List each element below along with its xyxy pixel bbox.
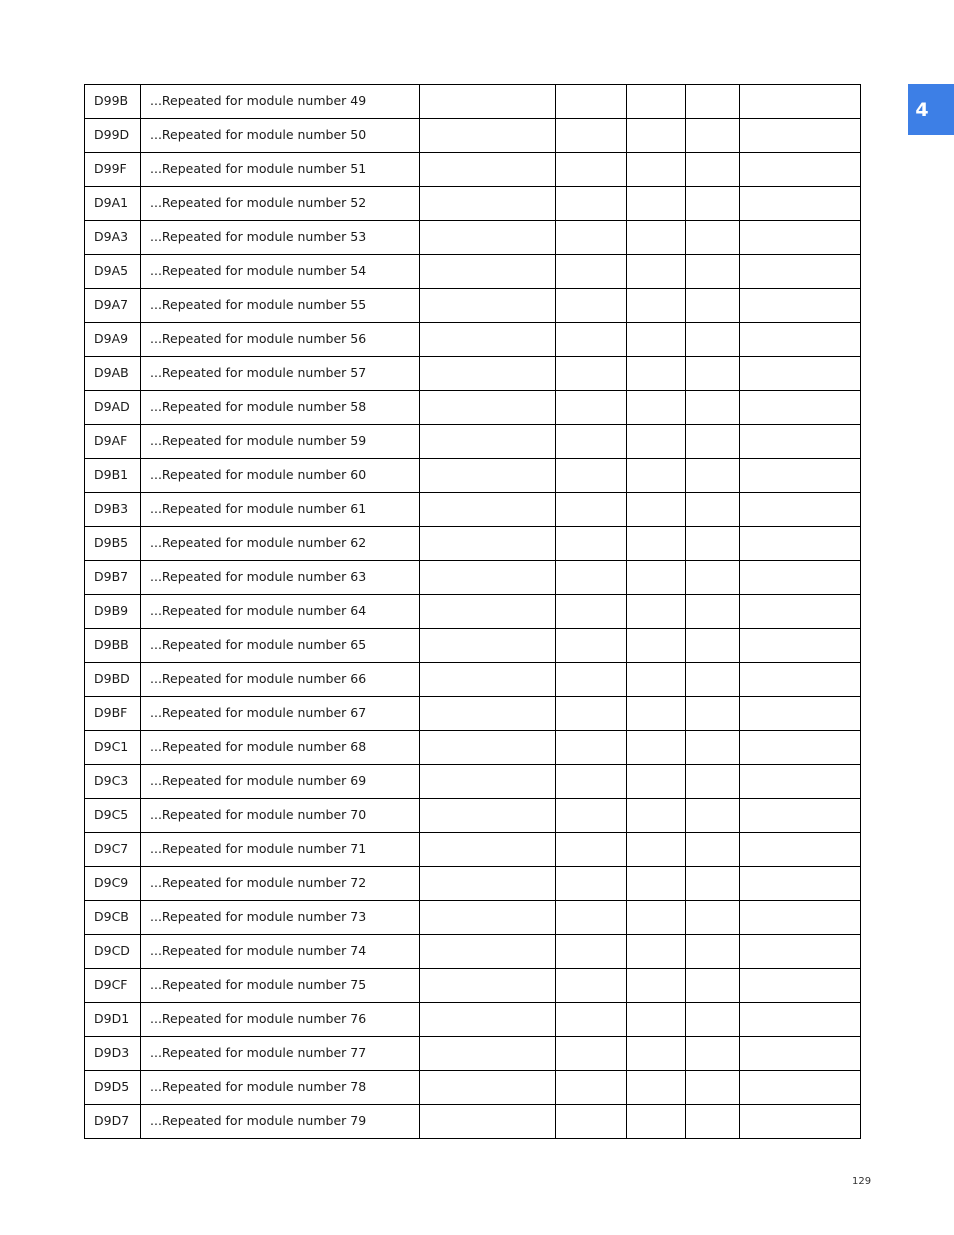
empty-cell (556, 595, 627, 629)
table-row (85, 187, 861, 221)
table-row (85, 765, 861, 799)
empty-cell (740, 799, 861, 833)
table-row (85, 1105, 861, 1139)
description-cell: ...Repeated for module number 56 (141, 323, 420, 357)
empty-cell (686, 1105, 740, 1139)
empty-cell (627, 357, 686, 391)
address-cell: D9D3 (85, 1037, 141, 1071)
empty-cell (686, 1037, 740, 1071)
empty-cell (420, 153, 556, 187)
table-row (85, 323, 861, 357)
empty-cell (420, 289, 556, 323)
address-cell: D99F (85, 153, 141, 187)
empty-cell (420, 1071, 556, 1105)
empty-cell (420, 663, 556, 697)
empty-cell (740, 629, 861, 663)
description-cell: ...Repeated for module number 53 (141, 221, 420, 255)
address-cell: D9D1 (85, 1003, 141, 1037)
table-row (85, 697, 861, 731)
empty-cell (740, 969, 861, 1003)
table-row (85, 153, 861, 187)
empty-cell (556, 697, 627, 731)
address-cell: D9C9 (85, 867, 141, 901)
empty-cell (627, 493, 686, 527)
table-row (85, 595, 861, 629)
empty-cell (556, 663, 627, 697)
empty-cell (627, 765, 686, 799)
empty-cell (740, 221, 861, 255)
empty-cell (740, 867, 861, 901)
empty-cell (740, 289, 861, 323)
empty-cell (627, 1003, 686, 1037)
empty-cell (740, 935, 861, 969)
empty-cell (556, 187, 627, 221)
empty-cell (627, 731, 686, 765)
address-cell: D9A7 (85, 289, 141, 323)
address-cell: D9C5 (85, 799, 141, 833)
empty-cell (686, 187, 740, 221)
address-cell: D9BB (85, 629, 141, 663)
table-row (85, 221, 861, 255)
empty-cell (686, 935, 740, 969)
table-row (85, 1037, 861, 1071)
table-row (85, 527, 861, 561)
table-row (85, 935, 861, 969)
empty-cell (686, 153, 740, 187)
empty-cell (627, 425, 686, 459)
description-cell: ...Repeated for module number 50 (141, 119, 420, 153)
empty-cell (686, 527, 740, 561)
empty-cell (740, 833, 861, 867)
description-cell: ...Repeated for module number 52 (141, 187, 420, 221)
empty-cell (740, 1071, 861, 1105)
empty-cell (686, 1071, 740, 1105)
address-cell: D9AB (85, 357, 141, 391)
empty-cell (556, 935, 627, 969)
empty-cell (556, 731, 627, 765)
page-number: 129 (852, 1176, 872, 1187)
address-cell: D9B5 (85, 527, 141, 561)
empty-cell (686, 85, 740, 119)
address-cell: D9C1 (85, 731, 141, 765)
description-cell: ...Repeated for module number 67 (141, 697, 420, 731)
description-cell: ...Repeated for module number 77 (141, 1037, 420, 1071)
empty-cell (740, 357, 861, 391)
empty-cell (686, 425, 740, 459)
table-row (85, 425, 861, 459)
description-cell: ...Repeated for module number 49 (141, 85, 420, 119)
description-cell: ...Repeated for module number 55 (141, 289, 420, 323)
description-cell: ...Repeated for module number 59 (141, 425, 420, 459)
empty-cell (686, 901, 740, 935)
empty-cell (740, 561, 861, 595)
table-row (85, 731, 861, 765)
empty-cell (420, 731, 556, 765)
empty-cell (686, 833, 740, 867)
empty-cell (420, 765, 556, 799)
table-row (85, 1003, 861, 1037)
description-cell: ...Repeated for module number 63 (141, 561, 420, 595)
address-cell: D9B3 (85, 493, 141, 527)
empty-cell (740, 1003, 861, 1037)
register-table-body (85, 85, 861, 1139)
empty-cell (740, 119, 861, 153)
address-cell: D9B7 (85, 561, 141, 595)
description-cell: ...Repeated for module number 74 (141, 935, 420, 969)
description-cell: ...Repeated for module number 51 (141, 153, 420, 187)
empty-cell (420, 1037, 556, 1071)
empty-cell (420, 493, 556, 527)
empty-cell (740, 595, 861, 629)
table-row (85, 901, 861, 935)
empty-cell (627, 459, 686, 493)
empty-cell (740, 1037, 861, 1071)
empty-cell (686, 323, 740, 357)
chapter-tab: 4 (908, 84, 954, 135)
table-row (85, 289, 861, 323)
empty-cell (627, 935, 686, 969)
empty-cell (556, 833, 627, 867)
address-cell: D9C3 (85, 765, 141, 799)
address-cell: D9A5 (85, 255, 141, 289)
empty-cell (686, 629, 740, 663)
empty-cell (686, 493, 740, 527)
empty-cell (686, 289, 740, 323)
description-cell: ...Repeated for module number 76 (141, 1003, 420, 1037)
empty-cell (740, 697, 861, 731)
address-cell: D9C7 (85, 833, 141, 867)
table-row (85, 493, 861, 527)
empty-cell (740, 765, 861, 799)
empty-cell (627, 867, 686, 901)
empty-cell (420, 697, 556, 731)
empty-cell (627, 221, 686, 255)
empty-cell (627, 561, 686, 595)
description-cell: ...Repeated for module number 65 (141, 629, 420, 663)
empty-cell (627, 187, 686, 221)
description-cell: ...Repeated for module number 73 (141, 901, 420, 935)
empty-cell (556, 765, 627, 799)
empty-cell (420, 85, 556, 119)
address-cell: D9A9 (85, 323, 141, 357)
table-row (85, 833, 861, 867)
address-cell: D9CF (85, 969, 141, 1003)
empty-cell (627, 833, 686, 867)
empty-cell (740, 323, 861, 357)
address-cell: D9D7 (85, 1105, 141, 1139)
empty-cell (420, 595, 556, 629)
empty-cell (556, 1037, 627, 1071)
empty-cell (740, 85, 861, 119)
empty-cell (420, 1003, 556, 1037)
empty-cell (627, 1105, 686, 1139)
description-cell: ...Repeated for module number 62 (141, 527, 420, 561)
empty-cell (420, 935, 556, 969)
empty-cell (740, 527, 861, 561)
empty-cell (420, 901, 556, 935)
empty-cell (740, 153, 861, 187)
empty-cell (627, 969, 686, 1003)
empty-cell (627, 697, 686, 731)
empty-cell (627, 595, 686, 629)
empty-cell (420, 323, 556, 357)
address-cell: D9AF (85, 425, 141, 459)
empty-cell (556, 323, 627, 357)
empty-cell (556, 561, 627, 595)
empty-cell (686, 697, 740, 731)
empty-cell (556, 629, 627, 663)
empty-cell (686, 765, 740, 799)
empty-cell (627, 527, 686, 561)
table-row (85, 629, 861, 663)
address-cell: D9D5 (85, 1071, 141, 1105)
table-row (85, 799, 861, 833)
empty-cell (556, 357, 627, 391)
empty-cell (627, 289, 686, 323)
table-row (85, 969, 861, 1003)
address-cell: D9B9 (85, 595, 141, 629)
empty-cell (556, 867, 627, 901)
empty-cell (420, 459, 556, 493)
table-row (85, 255, 861, 289)
empty-cell (420, 391, 556, 425)
address-cell: D9CB (85, 901, 141, 935)
description-cell: ...Repeated for module number 78 (141, 1071, 420, 1105)
empty-cell (556, 119, 627, 153)
empty-cell (420, 833, 556, 867)
empty-cell (420, 629, 556, 663)
description-cell: ...Repeated for module number 54 (141, 255, 420, 289)
description-cell: ...Repeated for module number 61 (141, 493, 420, 527)
address-cell: D9AD (85, 391, 141, 425)
empty-cell (556, 493, 627, 527)
empty-cell (627, 119, 686, 153)
empty-cell (740, 493, 861, 527)
empty-cell (420, 799, 556, 833)
empty-cell (627, 663, 686, 697)
empty-cell (740, 731, 861, 765)
empty-cell (420, 221, 556, 255)
empty-cell (556, 799, 627, 833)
empty-cell (556, 425, 627, 459)
empty-cell (556, 901, 627, 935)
address-cell: D99B (85, 85, 141, 119)
empty-cell (556, 391, 627, 425)
register-table (84, 84, 861, 1139)
empty-cell (556, 969, 627, 1003)
empty-cell (627, 85, 686, 119)
description-cell: ...Repeated for module number 68 (141, 731, 420, 765)
empty-cell (556, 459, 627, 493)
empty-cell (740, 663, 861, 697)
description-cell: ...Repeated for module number 66 (141, 663, 420, 697)
empty-cell (556, 153, 627, 187)
address-cell: D9A1 (85, 187, 141, 221)
empty-cell (556, 1071, 627, 1105)
table-row (85, 85, 861, 119)
description-cell: ...Repeated for module number 60 (141, 459, 420, 493)
empty-cell (556, 221, 627, 255)
empty-cell (556, 527, 627, 561)
table-row (85, 663, 861, 697)
address-cell: D9A3 (85, 221, 141, 255)
description-cell: ...Repeated for module number 79 (141, 1105, 420, 1139)
empty-cell (556, 255, 627, 289)
empty-cell (740, 255, 861, 289)
empty-cell (420, 425, 556, 459)
empty-cell (420, 255, 556, 289)
table-row (85, 391, 861, 425)
empty-cell (740, 1105, 861, 1139)
empty-cell (740, 391, 861, 425)
empty-cell (627, 323, 686, 357)
table-row (85, 561, 861, 595)
empty-cell (686, 391, 740, 425)
empty-cell (420, 357, 556, 391)
description-cell: ...Repeated for module number 75 (141, 969, 420, 1003)
description-cell: ...Repeated for module number 57 (141, 357, 420, 391)
empty-cell (627, 901, 686, 935)
empty-cell (686, 357, 740, 391)
empty-cell (420, 867, 556, 901)
description-cell: ...Repeated for module number 69 (141, 765, 420, 799)
table-row (85, 119, 861, 153)
empty-cell (740, 901, 861, 935)
empty-cell (556, 1105, 627, 1139)
empty-cell (556, 1003, 627, 1037)
address-cell: D9CD (85, 935, 141, 969)
empty-cell (627, 1037, 686, 1071)
empty-cell (627, 255, 686, 289)
table-row (85, 1071, 861, 1105)
empty-cell (556, 289, 627, 323)
empty-cell (420, 527, 556, 561)
empty-cell (686, 663, 740, 697)
empty-cell (686, 561, 740, 595)
empty-cell (627, 1071, 686, 1105)
empty-cell (686, 255, 740, 289)
empty-cell (740, 425, 861, 459)
empty-cell (627, 153, 686, 187)
empty-cell (420, 119, 556, 153)
address-cell: D9BF (85, 697, 141, 731)
description-cell: ...Repeated for module number 58 (141, 391, 420, 425)
address-cell: D9B1 (85, 459, 141, 493)
empty-cell (686, 119, 740, 153)
empty-cell (686, 867, 740, 901)
description-cell: ...Repeated for module number 71 (141, 833, 420, 867)
empty-cell (420, 1105, 556, 1139)
description-cell: ...Repeated for module number 72 (141, 867, 420, 901)
table-row (85, 867, 861, 901)
description-cell: ...Repeated for module number 64 (141, 595, 420, 629)
empty-cell (686, 221, 740, 255)
empty-cell (420, 969, 556, 1003)
empty-cell (686, 1003, 740, 1037)
empty-cell (420, 561, 556, 595)
description-cell: ...Repeated for module number 70 (141, 799, 420, 833)
table-row (85, 357, 861, 391)
empty-cell (556, 85, 627, 119)
empty-cell (686, 799, 740, 833)
address-cell: D99D (85, 119, 141, 153)
empty-cell (740, 459, 861, 493)
table-row (85, 459, 861, 493)
empty-cell (627, 799, 686, 833)
empty-cell (686, 595, 740, 629)
address-cell: D9BD (85, 663, 141, 697)
empty-cell (686, 731, 740, 765)
empty-cell (627, 629, 686, 663)
empty-cell (686, 459, 740, 493)
empty-cell (686, 969, 740, 1003)
empty-cell (740, 187, 861, 221)
empty-cell (420, 187, 556, 221)
empty-cell (627, 391, 686, 425)
